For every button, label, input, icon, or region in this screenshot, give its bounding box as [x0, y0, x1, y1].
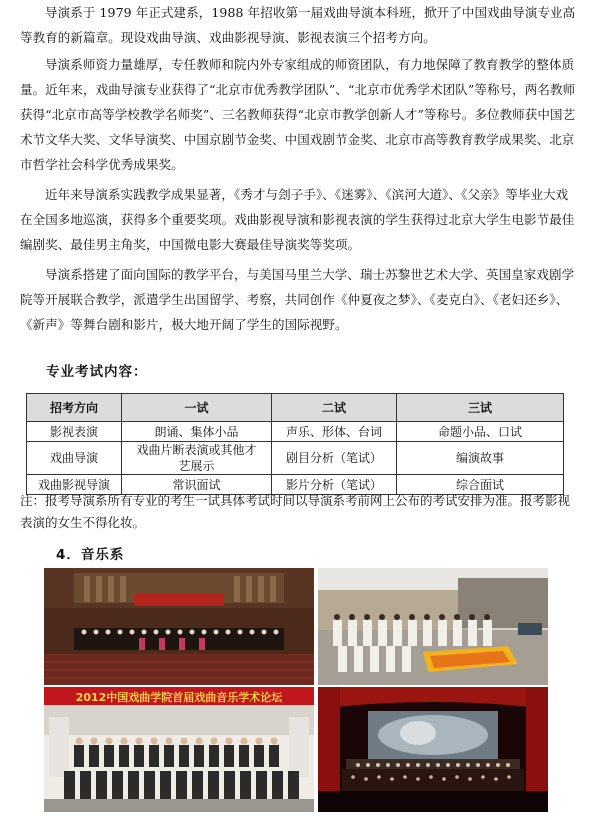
table-header-cell: 招考方向: [27, 394, 122, 422]
table-cell: 戏曲影视导演: [27, 475, 122, 495]
table-cell: 影视表演: [27, 422, 122, 442]
table-cell: 声乐、形体、台词: [272, 422, 397, 442]
photo-collage: [44, 568, 548, 812]
table-cell: 朗诵、集体小品: [122, 422, 272, 442]
exam-note: 注：报考导演系所有专业的考生一试具体考试时间以导演系考前网上公布的考试安排为准。报考影视表演的女生不得化妆。: [20, 493, 571, 530]
intro-paragraph: 导演系于 1979 年正式建系，1988 年招收第一届戏曲导演本科班，掀开了中国戏曲导演专业高等教育的新篇章。现设戏曲导演、戏曲影视导演、影视表演三个招考方向。: [20, 5, 576, 45]
faculty-paragraph: 导演系师资力量雄厚，专任教师和院内外专家组成的师资团队，有力地保障了教育教学的整体质量。近年来，戏曲导演专业获得了“北京市优秀教学团队”、“北京市优秀学术团队”等称号，两名教师获得“北京市高等学校教学名师奖”、三名教师获得“北京市教学创新人才”等称号。多位教师获中国艺术节文华大奖、文华导演奖、中国京剧节金奖、中国戏剧节金奖、北京市高等教育教学成果奖、北京市哲学社会科学优秀成果奖。: [20, 57, 576, 172]
music-section-heading: 4．音乐系: [56, 547, 125, 563]
table-cell: 戏曲片断表演或其他才艺展示: [122, 442, 272, 475]
table-header-cell: 一试: [122, 394, 272, 422]
table-cell: 命题小品、口试: [397, 422, 564, 442]
table-row: [27, 442, 564, 475]
table-cell: 编演故事: [397, 442, 564, 475]
table-header-cell: 二试: [272, 394, 397, 422]
table-cell: 影片分析（笔试）: [272, 475, 397, 495]
concert-hall-photo: [44, 568, 314, 685]
practice-paragraph: 近年来导演系实践教学成果显著，《秀才与刽子手》、《迷雾》、《滨河大道》、《父亲》等毕业大戏在全国多地巡演，获得多个重要奖项。戏曲影视导演和影视表演的学生获得过北京大学生电影节最佳编剧奖、最佳男主角奖，中国微电影大赛最佳导演奖等奖项。: [20, 187, 575, 252]
table-cell: 综合面试: [397, 475, 564, 495]
exam-heading: 专业考试内容：: [46, 364, 148, 380]
table-header-row: [27, 394, 564, 422]
conference-group-photo: [44, 687, 314, 812]
international-paragraph: 导演系搭建了面向国际的教学平台，与美国马里兰大学、瑞士苏黎世艺术大学、英国皇家戏剧学院等开展联合教学，派遣学生出国留学、考察，共同创作《仲夏夜之梦》、《麦克白》、《老妇还乡》、《新声》等舞台剧和影片，极大地开阔了学生的国际视野。: [20, 267, 575, 332]
table-cell: 常识面试: [122, 475, 272, 495]
outdoor-group-photo: [318, 568, 548, 685]
exam-table: [26, 393, 564, 495]
table-row: [27, 422, 564, 442]
table-cell: 戏曲导演: [27, 442, 122, 475]
theater-stage-photo: [318, 687, 548, 812]
conference-banner-text: 2012中国戏曲学院首届戏曲音乐学术论坛: [75, 691, 283, 704]
table-cell: 剧目分析（笔试）: [272, 442, 397, 475]
table-header-cell: 三试: [397, 394, 564, 422]
